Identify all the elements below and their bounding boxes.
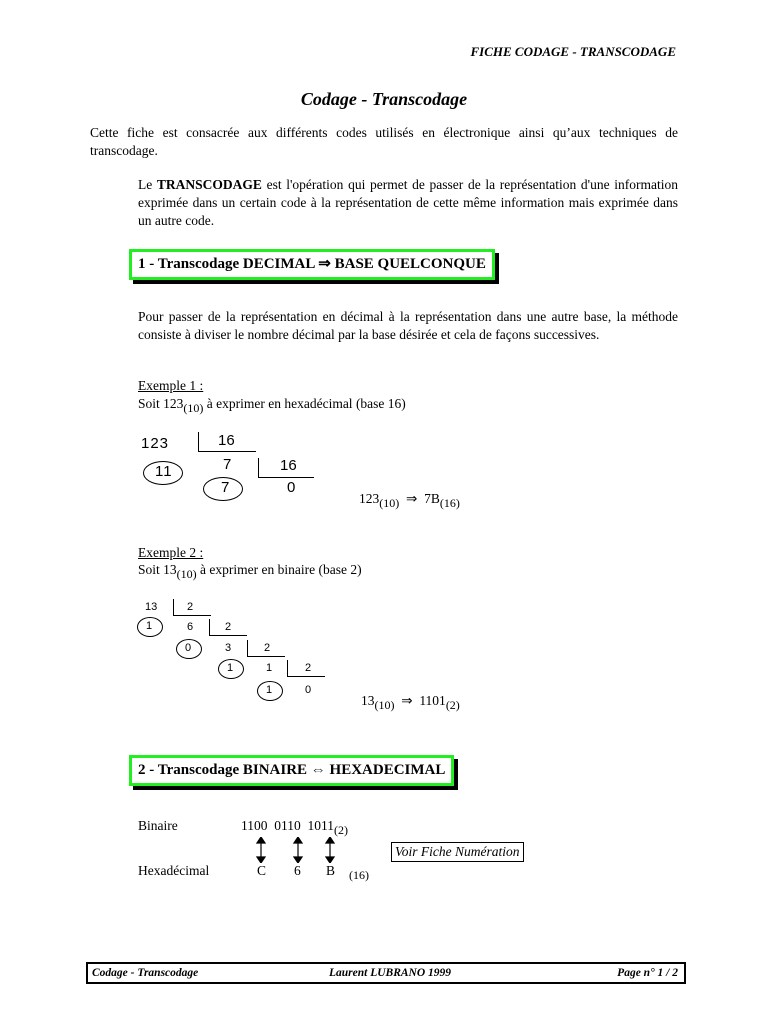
division-line [247,656,285,657]
example-1-number-base: (10) [183,401,204,415]
example-2-label: Exemple 2 : [138,545,204,560]
division-bar [258,458,259,478]
page-footer [86,962,686,984]
hex-digit: 6 [294,863,301,878]
division-line [198,451,256,452]
quotient-2: 3 [225,642,232,654]
example-2-number: Soit 13 [138,562,177,577]
intro-paragraph: Cette fiche est consacrée aux différents codes utilisés en électronique ainsi qu’aux techniques de transcodage. [90,125,678,158]
hex-digit: B [326,863,336,878]
divisor-2: 16 [280,457,297,474]
division-bar [247,640,248,656]
division-bar [198,432,199,452]
divisor-3: 2 [264,642,271,654]
remainder-2: 7 [221,479,230,496]
section-1-paragraph: Pour passer de la représentation en décimal à la représentation dans une autre base, la méthode consiste à diviser le nombre décimal par la base désirée et cela de façons successives. [138,309,678,342]
hex-base: (16) [349,868,369,882]
result-binary: 1101 [419,693,446,708]
double-arrow-icon [326,837,334,863]
example-1-result [359,490,460,512]
binary-base: (2) [334,823,348,837]
result-binary-base: (2) [445,698,460,712]
result-hex-base: (16) [439,496,460,510]
divisor-4: 2 [305,662,312,674]
division-bar [173,599,174,615]
reference-link-box[interactable]: Voir Fiche Numération [391,842,524,862]
division-bar [287,660,288,676]
example-1-text: à exprimer en hexadécimal (base 16) [203,396,406,411]
division-line [173,615,211,616]
divisor-1: 2 [187,601,194,613]
result-decimal-base: (10) [374,698,395,712]
binary-value [241,817,348,839]
double-arrow-icon [294,837,302,863]
page-header: FICHE CODAGE - TRANSCODAGE [470,44,676,59]
dividend: 13 [145,601,158,613]
division-line [258,477,314,478]
remainder-3: 1 [227,662,234,674]
definition-prefix: Le [138,177,157,192]
example-2-result [361,692,460,714]
quotient-4: 0 [305,684,312,696]
page-title: Codage - Transcodage [300,89,468,109]
footer-center: Laurent LUBRANO 1999 [329,967,452,979]
double-arrows [250,837,350,863]
example-2-text: à exprimer en binaire (base 2) [196,562,362,577]
dividend: 123 [141,435,170,452]
result-decimal: 13 [361,693,375,708]
section-2-title: 2 - Transcodage BINAIRE ⇔ HEXADECIMAL [129,755,454,786]
implies-arrow: ⇒ [401,693,413,708]
example-1-number: Soit 123 [138,396,184,411]
remainder-1: 1 [146,620,153,632]
example-2-statement [138,561,362,583]
result-decimal-base: (10) [379,496,400,510]
hex-label: Hexadécimal [138,863,210,878]
example-1-statement [138,395,406,417]
section-1-title: 1 - Transcodage DECIMAL ⇒ BASE QUELCONQUE [129,249,495,280]
definition-term: TRANSCODAGE [156,177,262,192]
result-hex: 7B [424,491,440,506]
quotient-3: 1 [266,662,273,674]
division-line [287,676,325,677]
definition-paragraph [138,176,678,230]
result-decimal: 123 [359,491,380,506]
binary-label: Binaire [138,818,178,833]
divisor: 16 [218,432,235,449]
definition-rest: est l'opération qui permet de passer de la représentation d'une information exprimée dans un certain code à la représentation de cette même information mais exprimée dans un autre code. [138,177,678,228]
divisor-2: 2 [225,621,232,633]
quotient-2: 0 [287,479,296,496]
remainder-2: 0 [185,642,192,654]
example-1-label: Exemple 1 : [138,378,204,393]
footer-left: Codage - Transcodage [92,967,199,979]
remainder-4: 1 [266,684,273,696]
remainder-1: 11 [155,463,173,480]
implies-arrow: ⇒ [406,491,418,506]
quotient-1: 6 [187,621,194,633]
example-2-number-base: (10) [176,567,197,581]
footer-page-number: Page n° 1 / 2 [617,967,678,979]
division-line [209,635,247,636]
binary-digits: 1100 0110 1011 [241,818,334,833]
hex-digit: C [257,863,267,878]
quotient-1: 7 [223,456,232,473]
double-arrow-icon [257,837,265,863]
division-bar [209,619,210,635]
